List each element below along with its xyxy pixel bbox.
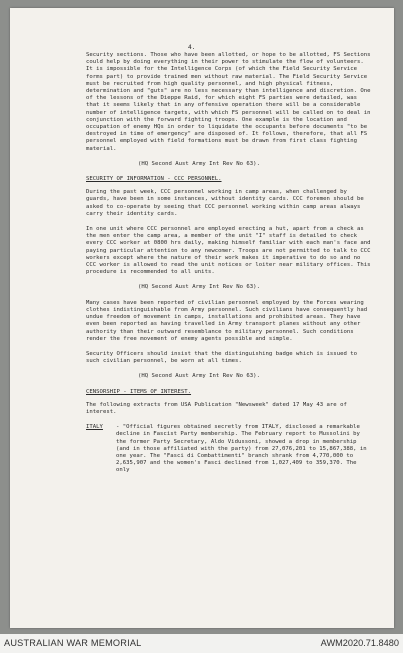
italy-text: - "Official figures obtained secretly from ITALY, disclosed a remarkable decline in Fascist Party membership. The February report to Mussolini by the former Party Secretary, Aldo Vidussoni, showed a drop in membership (and in those affiliated with the party) from 27,076,201 to 15,867,388, in one year. The "Fasci di Combattimenti" branch shrank from 4,770,000 to 2,635,907 and the women's Fasci declined from 1,027,409 to 359,370. The only — [116, 424, 367, 474]
document-page — [10, 8, 394, 628]
footer-accession-number: AWM2020.71.8480 — [320, 638, 399, 648]
censorship-intro: The following extracts from USA Publication "Newsweek" dated 17 May 43 are of interest. — [86, 401, 347, 415]
intro-paragraph: Security sections. Those who have been allotted, or hope to be allotted, FS Sections could help by doing everything in their power to stimulate the flow of volunteers. It is impossible for the Intelligence Corps (of which the Field Security Service forms part) to provide trained men without raw material. The Field Security Service must be recruited from high quality personnel, and high physical fitness, determination and "guts" are no less necessary than intelligence and discretion. One of the lessons of the Dieppe Raid, for which eight FS parties were detailed, was that it seems likely that in any offensive operation there will be a considerable number of intelligence targets, with which FS personnel will be called on to deal in conjunction with the forward fighting troops. One example is the location and occupation of enemy HQs in order to liquidate the occupants before documents "to be destroyed in time of emergency" are disposed of. It follows, therefore, that all FS personnel employed with field formations must be drawn from first class fighting material. — [86, 52, 371, 152]
document-body — [86, 42, 372, 475]
section-heading-censorship: CENSORSHIP - ITEMS OF INTEREST. — [86, 388, 192, 395]
reference-line: (HQ Second Aust Army Int Rev No 63). — [138, 160, 260, 167]
ccc-paragraph: During the past week, CCC personnel working in camp areas, when challenged by guards, have been in some instances, without identity cards. CCC foremen should be asked to co-operate by seeing that CCC personnel working within camp areas always carry their identity cards. — [86, 189, 364, 217]
ccc-paragraph: In one unit where CCC personnel are employed erecting a hut, apart from a check as the men enter the camp area, a member of the unit "I" staff is detailed to check every CCC worker at 0800 hrs daily, making himself familiar with each man's face and paying particular attention to any newcomer. Troops are not permitted to talk to CCC workers except where the nature of their work makes it imperative to do so and no CCC worker is allowed to read the unit notices or loiter near military offices. This procedure is recommended to all units. — [86, 226, 371, 276]
footer-bar — [0, 634, 403, 653]
civilian-paragraph: Many cases have been reported of civilian personnel employed by the Forces wearing clothes indistinguishable from Army personnel. Such civilians have consequently had undue freedom of movement in camps, installations and prohibited areas. They have even been reported as having travelled in Army transport planes without any other authority than their outward resemblance to military personnel. Such conditions render the free movement of enemy agents possible and simple. — [86, 299, 368, 342]
reference-line: (HQ Second Aust Army Int Rev No 63). — [138, 373, 260, 380]
page-number: 4. — [188, 44, 196, 51]
italy-label: ITALY — [86, 424, 103, 431]
italy-extract — [86, 424, 372, 474]
section-heading-ccc: SECURITY OF INFORMATION - CCC PERSONNEL. — [86, 176, 222, 183]
civilian-paragraph: Security Officers should insist that the distinguishing badge which is issued to such civilian personnel, be worn at all times. — [86, 350, 358, 365]
reference-line: (HQ Second Aust Army Int Rev No 63). — [138, 284, 260, 291]
footer-institution: AUSTRALIAN WAR MEMORIAL — [4, 638, 142, 648]
